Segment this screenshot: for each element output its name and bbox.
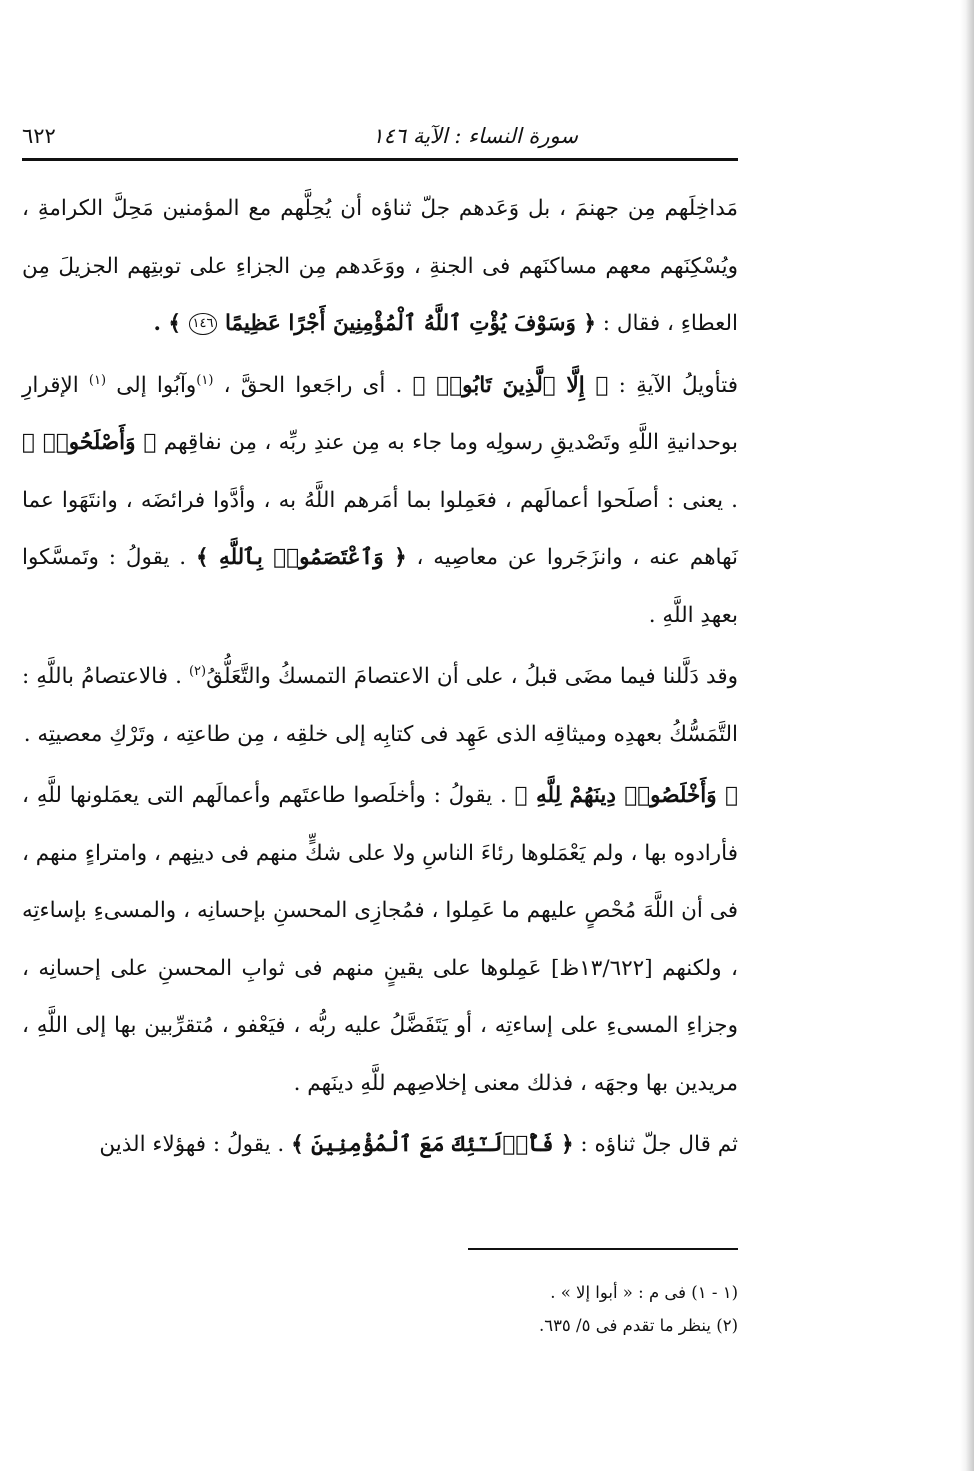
prose-text: مَداخِلَهم مِن جهنمَ ، بل وَعَدهم جلّ ثناؤه أن يُحِلَّهم مع المؤمنين مَحِلَّ الكرامةِ ، ويُسْكِنَهم معهم مساكنَهم فى الجنةِ ، ووَعَدهم مِن الجزاءِ على توبتِهم الجزيلَ مِن العطاءِ ، فقال : <box>22 196 738 336</box>
paragraph-2 <box>22 357 738 645</box>
footnote-marker: (١) <box>196 372 214 388</box>
ayah-number-marker: ١٤٦ <box>189 313 218 335</box>
footnotes <box>22 1276 738 1342</box>
main-text <box>22 180 738 1174</box>
prose-text: . يقولُ : وتَمسَّكوا بعهدِ اللَّهِ . <box>22 545 738 628</box>
prose-text: . أى راجَعوا الحقَّ ، <box>213 372 413 398</box>
prose-text: . يقولُ : فهؤلاء الذين <box>99 1132 292 1157</box>
prose-text: الإقرارِ بوحدانيةِ اللَّهِ وتَصْديقِ رسولِه وما جاء به مِن عندِ ربِّه ، مِن نفاقِهم <box>22 372 739 455</box>
quran-verse: ﴿ إِلَّا ٱلَّذِينَ تَابُوا۟ ﴾ <box>412 372 609 398</box>
quran-verse: ﴿ وَسَوْفَ يُؤْتِ ٱللَّهُ ٱلْمُؤْمِنِينَ أَجْرًا عَظِيمًا <box>217 311 596 336</box>
header-rule <box>22 158 738 161</box>
paragraph-3 <box>22 648 738 763</box>
footnote-1: (١ - ١) فى م : « أبوا إلا » . <box>550 1283 738 1302</box>
surah-reference: سورة النساء : الآية ١٤٦ <box>372 124 578 148</box>
page-number: ٦٢٢ <box>22 124 56 148</box>
quran-verse: ﴿ وَأَصْلَحُوا۟ ﴾ <box>22 430 157 455</box>
quran-verse: ﴿ فَأُو۟لَـٰٓئِكَ مَعَ ٱلْمُؤْمِنِينَ ﴾ <box>291 1132 574 1157</box>
prose-text: وقد دَلَّلنا فيما مضَى قبلُ ، على أن الاعتصامَ التمسكُ والتَّعَلُّقُ <box>206 664 738 689</box>
quran-verse-close: ﴾ . <box>153 311 189 336</box>
prose-text: . فالاعتصامُ باللَّهِ : التَّمَسُّكُ بعهدِه وميثاقِه الذى عَهِد فى كتابِه إلى خلقِه ، مِن طاعتِه ، وتَرْكِ معصيتِه . <box>22 664 738 747</box>
quran-verse: ﴿ وَٱعْتَصَمُوا۟ بِٱللَّهِ ﴾ <box>195 545 407 570</box>
paragraph-5 <box>22 1116 738 1174</box>
quran-verse: ﴿ وَأَخْلَصُوا۟ دِينَهُمْ لِلَّهِ ﴾ <box>514 783 739 808</box>
footnote-rule <box>468 1248 738 1250</box>
running-header <box>22 108 738 148</box>
footnote-2: (٢) ينظر ما تقدم فى ٥/ ٦٣٥. <box>538 1316 738 1335</box>
footnote-marker: (١) <box>88 372 107 388</box>
prose-text: . يقولُ : وأخلَصوا طاعتَهم وأعمالَهم التى يعمَلونها للَّهِ ، فأرادوه بها ، ولم يَعْمَلوها رئاءَ الناسِ ولا على شكٍّ منهم فى دينِهم ، وامتراءٍ منهم ، فى أن اللَّهَ مُحْصٍ عليهم ما عَمِلوا ، فمُجازِى المحسنِ بإحسانِه ، والمسىءِ بإساءتِه ، ولكنهم [١٣/٦٢٢ظ] عَمِلوها على يقينٍ منهم فى ثوابِ المحسنِ على إحسانِه ، وجزاءِ المسىءِ على إساءتِه ، أو يَتَفَضَّلُ عليه ربُّه ، فيَعْفو ، مُتقرِّبين بها إلى اللَّهِ ، مريدين بها وجهَه ، فذلك معنى إخلاصِهم للَّهِ دينَهم . <box>22 783 738 1096</box>
paragraph-4 <box>22 767 738 1112</box>
prose-text: ثم قال جلّ ثناؤه : <box>573 1132 738 1157</box>
footnote-marker: (٢) <box>188 663 207 679</box>
paragraph-1 <box>22 180 738 353</box>
prose-text: وآبُوا إلى <box>106 372 197 398</box>
prose-text: فتأويلُ الآيةِ : <box>608 372 738 398</box>
page-edge-shadow <box>960 0 974 1471</box>
prose-text: . يعنى : أصلَحوا أعمالَهم ، فعَمِلوا بما أمَرهم اللَّهُ به ، وأدَّوا فرائضَه ، وانتَهَوا عما نَهاهم عنه ، وانزَجَروا عن معاصِيه ، <box>22 487 738 570</box>
